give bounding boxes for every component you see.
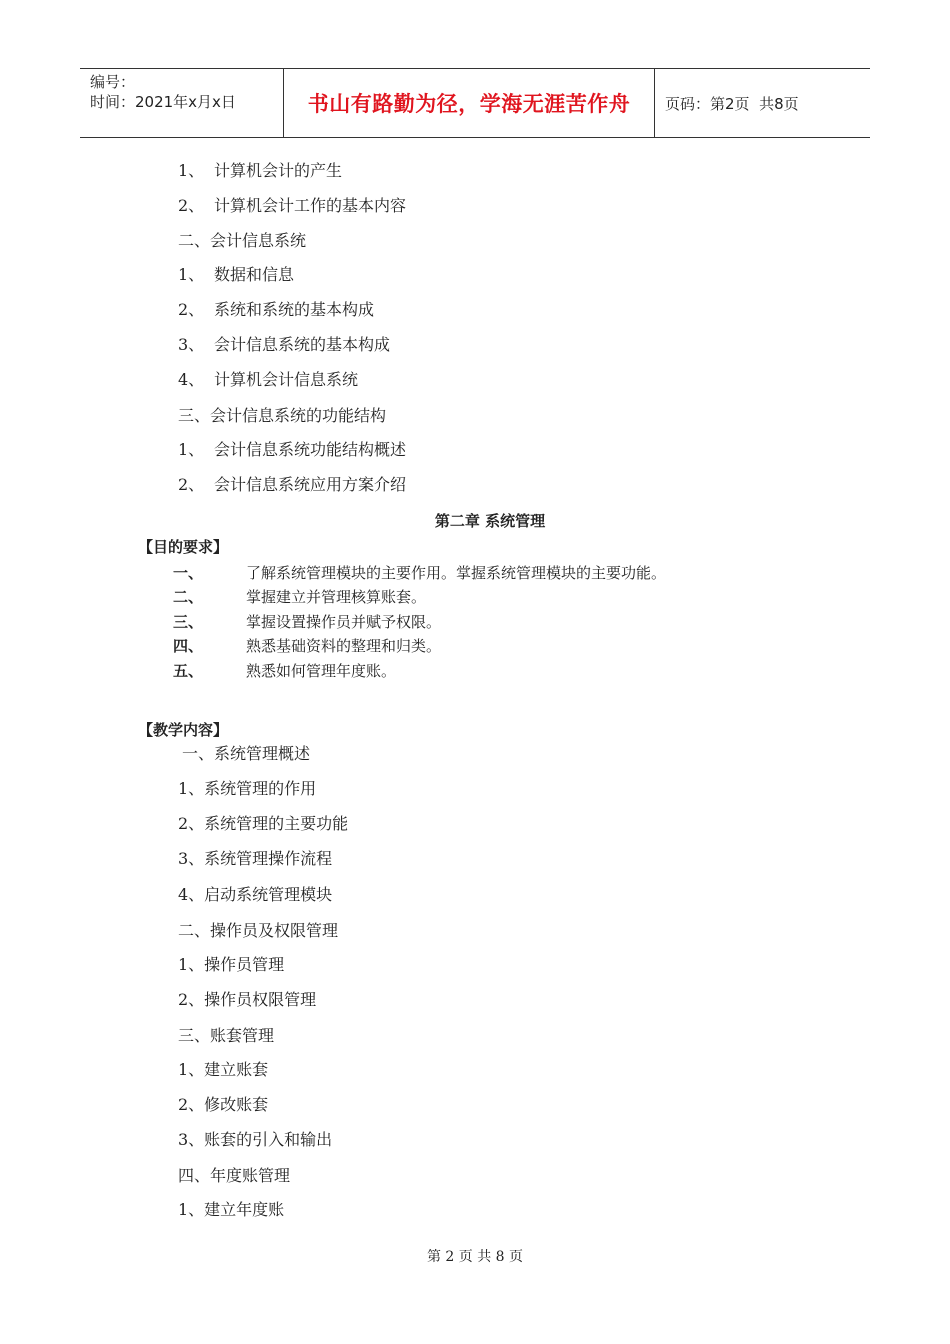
list-item (178, 475, 406, 495)
goal-text: 掌握设置操作员并赋予权限。 (246, 613, 442, 631)
content-item: 1、建立账套 (178, 1060, 269, 1079)
item-text: 会计信息系统功能结构概述 (214, 440, 407, 459)
header-meta (80, 69, 283, 137)
list-item (178, 335, 390, 355)
item-text: 计算机会计的产生 (214, 161, 343, 180)
item-text: 数据和信息 (214, 265, 295, 284)
content-heading: 二、操作员及权限管理 (178, 921, 339, 940)
goal-text: 了解系统管理模块的主要作用。掌握系统管理模块的主要功能。 (246, 564, 667, 582)
page-footer: 第 2 页 共 8 页 (426, 1249, 524, 1265)
content-heading: 三、账套管理 (178, 1026, 275, 1045)
goals-label: 【目的要求】 (138, 538, 229, 556)
item-text: 会计信息系统应用方案介绍 (214, 475, 407, 494)
page-header (80, 68, 870, 138)
item-text: 系统和系统的基本构成 (214, 300, 375, 319)
content-item: 1、建立年度账 (178, 1200, 285, 1219)
time-label: 时间：2021年x月x日 (90, 93, 236, 111)
list-item (178, 370, 358, 390)
content-item: 2、修改账套 (178, 1095, 269, 1114)
item-number: 1、 (178, 440, 205, 459)
content-item: 3、账套的引入和输出 (178, 1130, 333, 1149)
goal-text: 掌握建立并管理核算账套。 (246, 588, 427, 606)
list-item (178, 161, 342, 181)
content-heading: 一、系统管理概述 (182, 744, 311, 763)
content-item: 1、操作员管理 (178, 955, 285, 974)
item-number: 2、 (178, 196, 205, 215)
content-label: 【教学内容】 (138, 721, 229, 739)
goal-text: 熟悉如何管理年度账。 (246, 662, 397, 680)
goal-text: 熟悉基础资料的整理和归类。 (246, 637, 442, 655)
header-motto: 书山有路勤为径，学海无涯苦作舟 (283, 69, 655, 137)
item-text: 计算机会计工作的基本内容 (214, 196, 407, 215)
list-item (178, 265, 294, 285)
list-item (178, 440, 406, 460)
item-text: 计算机会计信息系统 (214, 370, 359, 389)
goal-number: 三、 (173, 613, 204, 631)
list-item (178, 196, 406, 216)
item-number: 2、 (178, 300, 205, 319)
content-item: 3、系统管理操作流程 (178, 849, 333, 868)
content-item: 2、系统管理的主要功能 (178, 814, 349, 833)
item-number: 1、 (178, 161, 205, 180)
item-number: 2、 (178, 475, 205, 494)
item-number: 3、 (178, 335, 205, 354)
list-item (178, 300, 374, 320)
chapter-title: 第二章 系统管理 (434, 512, 546, 530)
section-heading: 三、会计信息系统的功能结构 (178, 406, 387, 425)
item-number: 4、 (178, 370, 205, 389)
goal-number: 五、 (173, 662, 204, 680)
item-text: 会计信息系统的基本构成 (214, 335, 391, 354)
content-item: 1、系统管理的作用 (178, 779, 317, 798)
goal-number: 一、 (173, 564, 204, 582)
goal-number: 四、 (173, 637, 204, 655)
content-item: 2、操作员权限管理 (178, 990, 317, 1009)
item-number: 1、 (178, 265, 205, 284)
content-heading: 四、年度账管理 (178, 1166, 291, 1185)
page-label: 页码：第2页 共8页 (665, 94, 799, 113)
number-label: 编号： (90, 73, 136, 91)
content-item: 4、启动系统管理模块 (178, 885, 333, 904)
goal-number: 二、 (173, 588, 204, 606)
header-page-info (655, 69, 870, 137)
section-heading: 二、会计信息系统 (178, 231, 307, 250)
